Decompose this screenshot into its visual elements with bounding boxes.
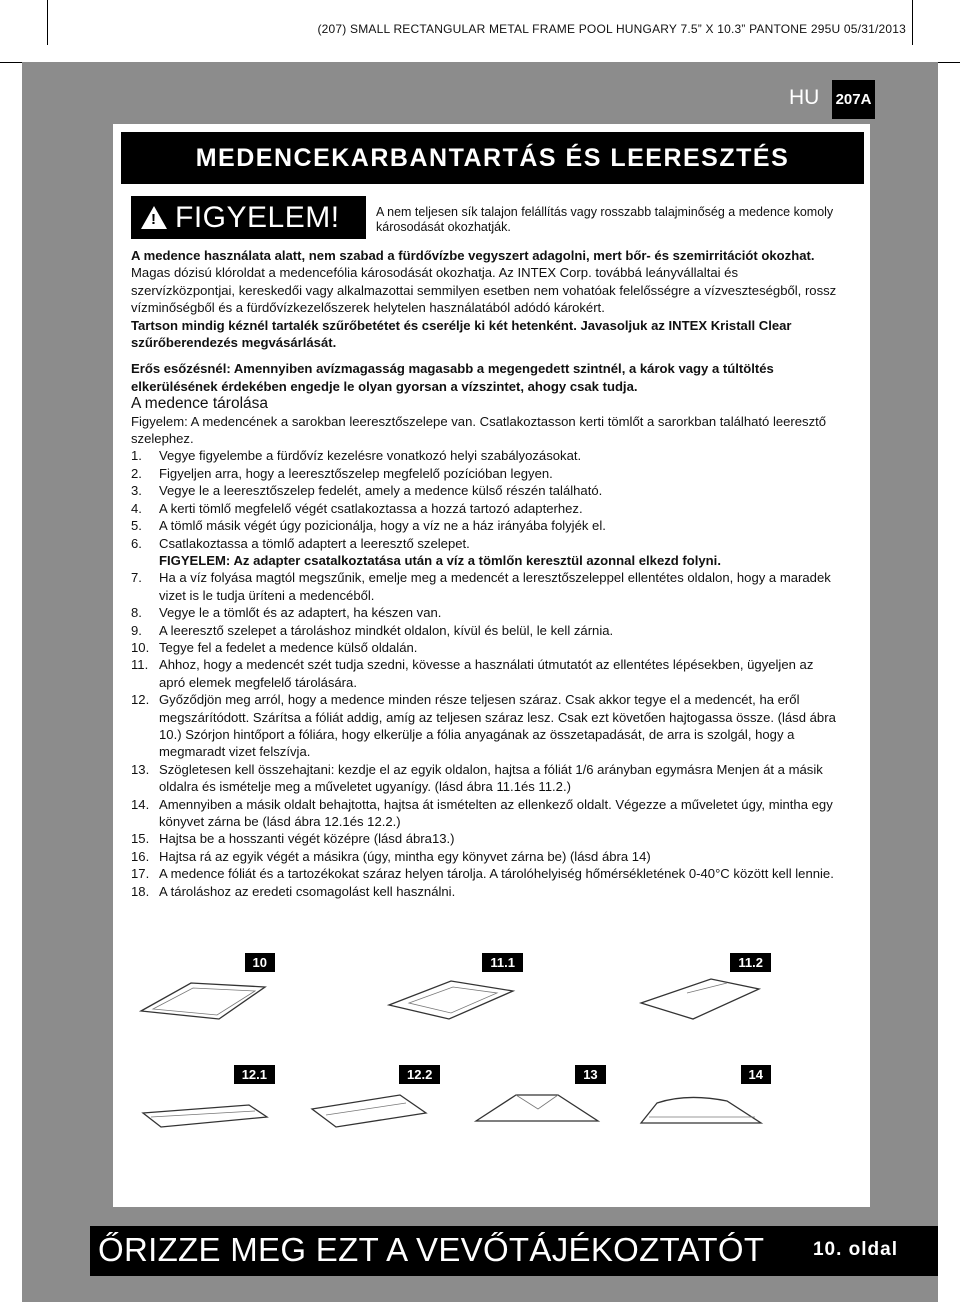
figure-11-1 xyxy=(379,953,523,1029)
step-warning: FIGYELEM: Az adapter csatalkoztatása után a víz a tömlőn keresztül azonnal elkezd folyni. xyxy=(159,552,721,568)
step-text: A kerti tömlő megfelelő végét csatlakoztassa a hozzá tartozó adapterhez. xyxy=(159,500,583,516)
step-number: 13. xyxy=(131,761,150,777)
storage-note: Figyelem: A medencének a sarokban leeresztőszelepe van. Csatlakoztasson kerti tömlőt a sarorkban található leeresztő szelephez. xyxy=(131,413,827,447)
figure-11-2 xyxy=(627,953,771,1029)
step-text: Győződjön meg arról, hogy a medence minden része teljesen száraz. Csak akkor tegye el a medencét, ha eről megszárítódott. Szárítsa a fóliát addig, amíg az teljesen száraz lesz. Csak ezt követően hajtogassa össze. (lásd ábra 10.) Szórjon hintőport a fóliára, hogy elkerülje a fólia anyagának az összetapadását, de arra is szolgál, hogy a megmaradt vizet felszívja. xyxy=(159,692,836,760)
step-item xyxy=(131,482,841,499)
print-info: (207) SMALL RECTANGULAR METAL FRAME POOL HUNGARY 7.5” X 10.3” PANTONE 295U 05/31/2013 xyxy=(317,22,906,36)
step-number: 3. xyxy=(131,483,142,499)
figure-label: 12.1 xyxy=(234,1065,275,1084)
step-text: Tegye fel a fedelet a medence külső oldalán. xyxy=(159,639,418,655)
step-text: Figyeljen arra, hogy a leeresztőszelep megfelelő pozícióban legyen. xyxy=(159,465,553,481)
crop-mark xyxy=(47,0,48,45)
warning-label: FIGYELEM! xyxy=(175,200,340,234)
step-text: A medence fóliát és a tartozékokat száraz helyen tárolja. A tárolóhelyiség hőmérsékletének 0-40°C között kell lennie. xyxy=(159,866,834,882)
footer-bar xyxy=(90,1226,938,1276)
page-number: 10. oldal xyxy=(812,1239,898,1260)
figure-label: 12.2 xyxy=(399,1065,440,1084)
step-number: 7. xyxy=(131,570,142,586)
step-number: 1. xyxy=(131,448,142,464)
step-item xyxy=(131,796,841,831)
step-text: Ahhoz, hogy a medencét szét tudja szedni, kövesse a használati útmutatót az ellentétes lépésekben, ügyeljen az apró elemek megfelelő tárolására. xyxy=(159,657,814,690)
step-text: Hajtsa be a hosszanti végét középre (lásd ábra13.) xyxy=(159,831,455,847)
step-number: 16. xyxy=(131,848,150,864)
footer-slogan: ŐRIZZE MEG EZT A VEVŐTÁJÉKOZTATÓT xyxy=(98,1231,765,1268)
page-title: MEDENCEKARBANTARTÁS ÉS LEERESZTÉS xyxy=(121,132,864,184)
step-item xyxy=(131,622,841,639)
step-item xyxy=(131,500,841,517)
warning-triangle-icon: ! xyxy=(141,206,167,229)
step-text: Csatlakoztassa a tömlő adaptert a leeresztő szelepet. xyxy=(159,535,470,551)
figure-label: 10 xyxy=(245,953,275,972)
step-item xyxy=(131,639,841,656)
language-code: HU xyxy=(789,86,820,109)
step-text: Hajtsa rá az egyik végét a másikra (úgy, mintha egy könyvet zárna be) (lásd ábra 14) xyxy=(159,848,651,864)
figure-14 xyxy=(627,1065,771,1141)
page-code-badge: 207A xyxy=(832,80,875,119)
step-text: Szögletesen kell összehajtani: kezdje el az egyik oldalon, hajtsa a fóliát 1/6 arányban egymásra Menjen át a másik oldalra és ismételje meg a műveletet ugyanígy. (lásd ábra 11.1és 11.2.) xyxy=(159,761,823,795)
warning-text: A nem teljesen sík talajon felállítás vagy rosszabb talajminőség a medence komoly károsodását okozhatják. xyxy=(376,205,834,234)
step-item xyxy=(131,517,841,534)
figure-row-2 xyxy=(131,1065,771,1141)
rain-note: Erős esőzésnél: Amennyiben avízmagasság magasabb a megengedett szintnél, a károk vagy a túltöltés elkerülésének érdekében engedje le olyan gyorsan a vízszintet, ahogy csak tudja. xyxy=(131,361,774,394)
intro-bold: A medence használata alatt, nem szabad a fürdővízbe vegyszert adagolni, mert bőr- és szemirritációt okozhat. xyxy=(131,248,815,263)
step-text: Vegye le a tömlőt és az adaptert, ha készen van. xyxy=(159,605,442,621)
step-number: 14. xyxy=(131,796,150,812)
intro-text: Magas dózisú klóroldat a medencefólia károsodását okozhatja. Az INTEX Corp. továbbá leányvállaltai és szervízközpontjai, kereskedői vagy alkalmazottai semmilyen esetben nem vohatóak felelősségre a vízveszteségből, rossz vízminőségből és a fürdővízkezelőszerek helytelen használatából adódó károkért. xyxy=(131,265,837,316)
step-number: 5. xyxy=(131,518,142,534)
figure-12-2 xyxy=(296,1065,440,1141)
step-item xyxy=(131,465,841,482)
step-text: Vegye figyelembe a fürdővíz kezelésre vonatkozó helyi szabályozásokat. xyxy=(159,448,582,464)
step-item xyxy=(131,604,841,621)
step-text: Amennyiben a másik oldalt behajtotta, hajtsa át ismételten az ellenkező oldalt. Végezze a műveletet úgy, mintha egy könyvet zárna be (lásd ábra 12.1és 12.2.) xyxy=(159,796,833,829)
intro-paragraph xyxy=(131,247,841,317)
step-item xyxy=(131,569,841,604)
step-number: 6. xyxy=(131,535,142,551)
step-item xyxy=(131,761,841,796)
step-number: 4. xyxy=(131,500,142,516)
step-number: 18. xyxy=(131,883,150,899)
step-text: A tömlő másik végét úgy pozicionálja, hogy a víz ne a ház irányába folyjék el. xyxy=(159,518,606,534)
step-text: Ha a víz folyása magtól megszűnik, emelje meg a medencét a leresztőszeleppel ellentétes oldalon, hogy a maradek vizet is le tudja üríteni a medencéből. xyxy=(159,570,831,603)
step-text: A tároláshoz az eredeti csomagolást kell használni. xyxy=(159,883,456,899)
figure-label: 11.2 xyxy=(730,953,771,972)
step-item xyxy=(131,865,841,882)
step-number: 12. xyxy=(131,692,150,708)
warning-badge xyxy=(131,196,366,239)
step-number: 15. xyxy=(131,831,150,847)
figure-label: 14 xyxy=(741,1065,771,1084)
figure-13 xyxy=(462,1065,606,1141)
step-number: 2. xyxy=(131,465,142,481)
figure-10 xyxy=(131,953,275,1029)
step-number: 8. xyxy=(131,605,142,621)
figure-row-1 xyxy=(131,953,771,1029)
step-number: 11. xyxy=(131,657,149,673)
step-item xyxy=(131,447,841,464)
storage-heading: A medence tárolása xyxy=(131,395,269,413)
crop-mark xyxy=(912,0,913,45)
step-item xyxy=(131,691,841,761)
figure-label: 13 xyxy=(575,1065,605,1084)
step-item xyxy=(131,830,841,847)
figure-12-1 xyxy=(131,1065,275,1141)
step-text: Vegye le a leeresztőszelep fedelét, amely a medence külső részén található. xyxy=(159,483,603,499)
storage-steps xyxy=(131,447,841,900)
step-item xyxy=(131,883,841,900)
step-item xyxy=(131,656,841,691)
step-number: 10. xyxy=(131,639,150,655)
step-text: A leeresztő szelepet a tároláshoz mindkét oldalon, kívül és belül, le kell zárnia. xyxy=(159,622,614,638)
step-number: 17. xyxy=(131,866,150,882)
filter-note: Tartson mindig kéznél tartalék szűrőbetétet és cserélje ki két hetenként. Javasoljuk az INTEX Kristall Clear szűrőberendezés megvásárlását. xyxy=(131,317,792,351)
step-item xyxy=(131,535,841,570)
step-item xyxy=(131,848,841,865)
main-content xyxy=(131,247,841,900)
step-number: 9. xyxy=(131,622,142,638)
figure-label: 11.1 xyxy=(482,953,523,972)
